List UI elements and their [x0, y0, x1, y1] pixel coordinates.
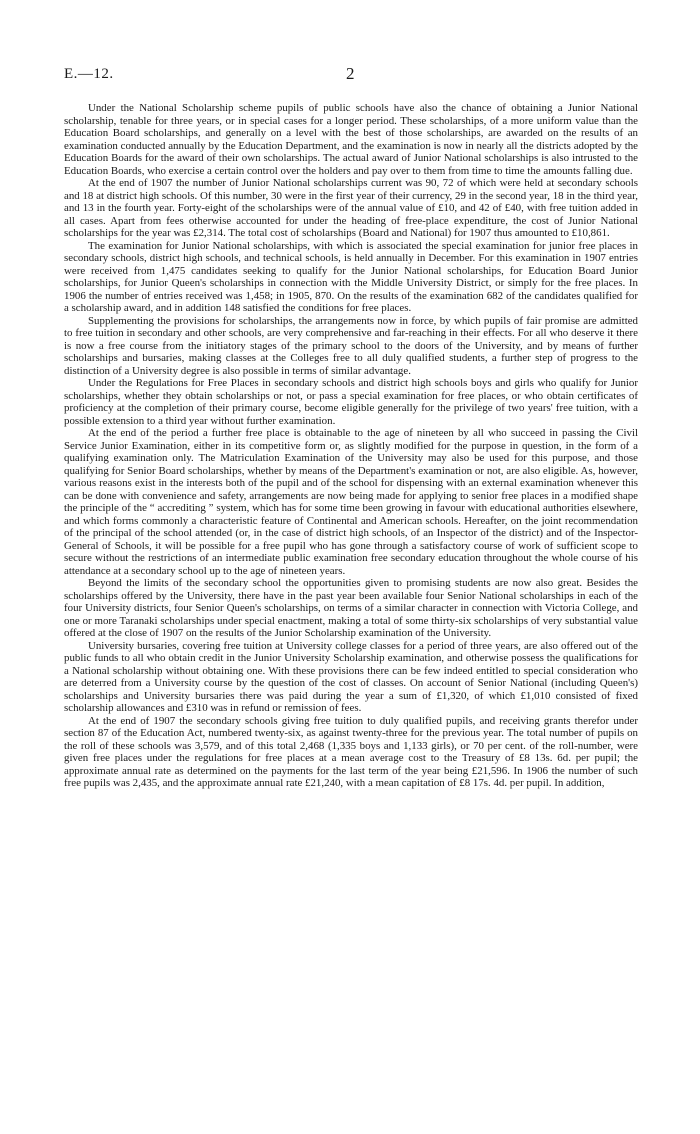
- paragraph: At the end of 1907 the secondary schools giving free tuition to duly qualified pupils, and receiving grants therefor under section 87 of the Education Act, numbered twenty-six, as against twenty-three for the previous year. The total number of pupils on the roll of these schools was 3,579, and of this total 2,468 (1,335 boys and 1,133 girls), or 70 per cent. of the roll-number, were given free places under the regulations for free places at a mean average cost to the Treasury of £8 13s. 6d. per pupil; the approximate annual rate as determined on the payments for the last term of the year being £21,596. In 1906 the number of such free pupils was 2,435, and the approximate annual rate £21,240, with a mean capitation of £8 17s. 4d. per pupil. In addition,: [64, 714, 638, 789]
- page-number: 2: [346, 64, 355, 83]
- paragraph: At the end of the period a further free place is obtainable to the age of nineteen by all who succeed in passing the Civil Service Junior Examination, either in its competitive form or, as slightly modified for the purpose in question, in the form of a qualifying examination only. The Matriculation Examination of the University may also be used for this purpose, and those qualifying for Senior Board scholarships, whether by means of the Department's examination or not, are also eligible. As, however, various reasons exist in the interests both of the pupil and of the school for dispensing with an external examination whenever this can be done with convenience and safety, arrangements are now being made for applying to senior free places in a modified shape the principle of the “ accrediting ” system, which has for some time been growing in favour with educational authorities elsewhere, and which forms commonly a characteristic feature of Continental and American schools. Hereafter, on the joint recommendation of the principal of the school attended (or, in the case of district high schools, of an Inspector of the district) and of the Inspector-General of Schools, it will be possible for a free pupil who has gone through a satisfactory course of work of sufficient scope to secure without the restrictions of an intermediate public examination free secondary education throughout the whole course of his attendance at a secondary school up to the age of nineteen years.: [64, 427, 638, 577]
- body-text: [64, 102, 638, 790]
- paragraph: Under the Regulations for Free Places in secondary schools and district high schools boys and girls who qualify for Junior scholarships, whether they obtain scholarships or not, or pass a special examination for free places, or who obtain certificates of proficiency at the completion of their primary course, become eligible generally for the privilege of two years' free tuition, with a possible extension to a third year without further examination.: [64, 377, 638, 427]
- paragraph: University bursaries, covering free tuition at University college classes for a period of three years, are also offered out of the public funds to all who obtain credit in the Junior University Scholarship examination, and otherwise possess the qualifications for a National scholarship without obtaining one. With these provisions there can be few indeed entitled to special consideration who are deterred from a University course by the question of the cost of classes. On account of Senior National (including Queen's) scholarships and University bursaries there was paid during the year a sum of £1,320, of which £1,010 consisted of fixed scholarship allowances and £310 was in refund or remission of fees.: [64, 639, 638, 714]
- paragraph: Beyond the limits of the secondary school the opportunities given to promising students are now also great. Besides the scholarships offered by the University, there have in the past year been available four Senior National scholarships in each of the four University districts, four Senior Queen's scholarships, on terms of a similar character in connection with Victoria College, and one or more Taranaki scholarships under special enactment, making a total of some thirty-six scholarships of very substantial value offered at the close of 1907 on the results of the Junior Scholarship examination of the University.: [64, 577, 638, 639]
- paragraph: The examination for Junior National scholarships, with which is associated the special examination for junior free places in secondary schools, district high schools, and technical schools, is held annually in December. For this examination in 1907 entries were received from 1,475 candidates seeking to qualify for the Junior National scholarships, for Education Board Junior scholarships, for Junior Queen's scholarships in connection with the Middle University District, or simply for the free places. In 1906 the number of entries received was 1,458; in 1905, 870. On the results of the examination 682 of the candidates qualified for a scholarship award, and in addition 148 satisfied the conditions for free places.: [64, 239, 638, 314]
- page-header: [64, 66, 638, 88]
- document-reference: E.—12.: [64, 66, 114, 82]
- paragraph: Supplementing the provisions for scholarships, the arrangements now in force, by which pupils of fair promise are admitted to free tuition in secondary and other schools, are very comprehensive and far-reaching in their effects. For all who deserve it there is now a free course from the initiatory stages of the primary school to the doors of the University, and by means of further scholarships and bursaries, making classes at the Colleges free to all duly qualified students, a further step of progress to the distinction of a University degree is also possible in terms of similar advantage.: [64, 314, 638, 377]
- paragraph: Under the National Scholarship scheme pupils of public schools have also the chance of obtaining a Junior National scholarship, tenable for three years, or in special cases for a longer period. These scholarships, of a more uniform value than the Education Board scholarships, and generally on a level with the best of those scholarships, are awarded on the results of an examination conducted annually by the Education Department, and the examination is now in nearly all the districts adopted by the Education Boards for the award of their own scholarships. The actual award of Junior National scholarships is also intrusted to the Education Boards, who exercise a certain control over the holders and pay over to them from time to time the amounts falling due.: [64, 102, 638, 177]
- paragraph: At the end of 1907 the number of Junior National scholarships current was 90, 72 of which were held at secondary schools and 18 at district high schools. Of this number, 30 were in the first year of their currency, 29 in the second year, 18 in the third year, and 13 in the fourth year. Forty-eight of the scholarships were of the annual value of £10, and 42 of £40, with free tuition added in all cases. Apart from fees otherwise accounted for under the heading of free-place expenditure, the cost of Junior National scholarships for the year was £2,314. The total cost of scholarships (Board and National) for 1907 thus amounted to £10,861.: [64, 177, 638, 239]
